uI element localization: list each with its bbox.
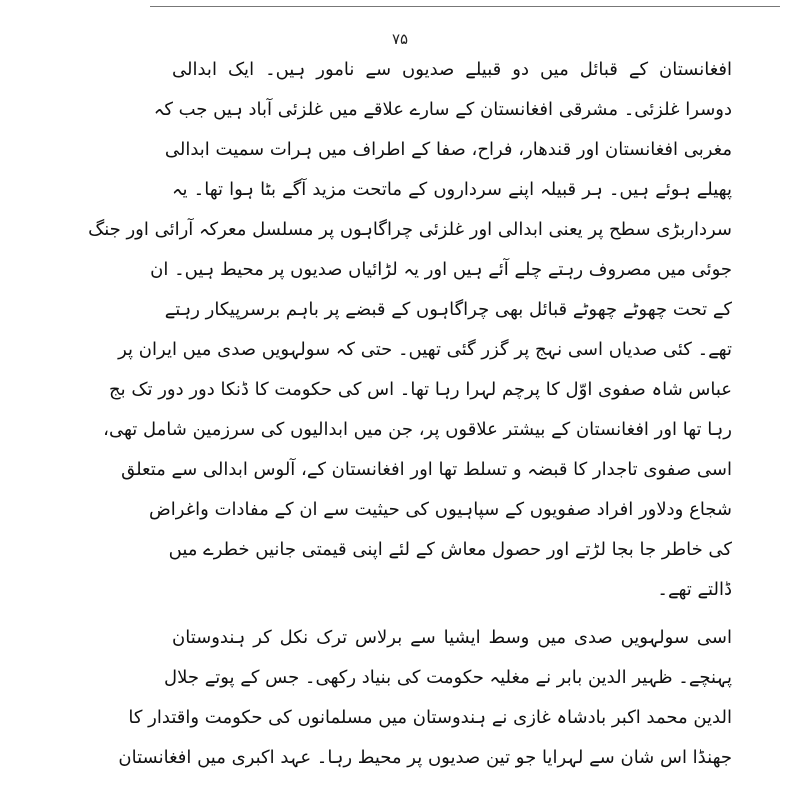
body-text [88, 50, 732, 778]
text-line: رہا تھا اور افغانستان کے بیشتر علاقوں پر، جن میں ابدالیوں کی سرزمین شامل تھی، [103, 419, 732, 440]
paragraph-gap [172, 610, 732, 618]
text-line: ڈالتے تھے۔ [657, 579, 732, 600]
text-line: کے تحت چھوٹے چھوٹے قبائل بھی چراگاہوں کے قبضے پر باہم برسرپیکار رہتے [164, 299, 732, 320]
page-number: ۷۵ [391, 30, 409, 48]
text-line: پھیلے ہوئے ہیں۔ ہر قبیلہ اپنے سرداروں کے ماتحت مزید آگے بٹا ہوا تھا۔ یہ [172, 179, 732, 200]
text-line: شجاع ودلاور افراد صفویوں کے سپاہیوں کی حیثیت سے ان کے مفادات واغراض [149, 499, 732, 520]
paragraph-2 [118, 618, 732, 778]
text-line: افغانستان کے قبائل میں دو قبیلے صدیوں سے نامور ہیں۔ ایک ابدالی [172, 59, 732, 80]
text-line: دوسرا غلزئی۔ مشرقی افغانستان کے سارے علاقے میں غلزئی آباد ہیں جب کہ [153, 99, 732, 120]
text-line: جھنڈا اس شان سے لہرایا جو تین صدیوں پر محیط رہا۔ عہد اکبری میں افغانستان [118, 747, 732, 768]
top-border-line [150, 6, 780, 7]
text-line: جوئی میں مصروف رہتے چلے آئے ہیں اور یہ لڑائیاں صدیوں پر محیط ہیں۔ ان [150, 259, 732, 280]
text-line: اسی صفوی تاجدار کا قبضہ و تسلط تھا اور افغانستان کے، آلوس ابدالی سے متعلق [121, 459, 732, 480]
text-line: اسی سولہویں صدی میں وسط ایشیا سے برلاس ترک نکل کر ہندوستان [172, 627, 732, 648]
text-line: پہنچے۔ ظہیر الدین بابر نے مغلیہ حکومت کی بنیاد رکھی۔ جس کے پوتے جلال [164, 667, 732, 688]
text-line: سرداربڑی سطح پر یعنی ابدالی اور غلزئی چراگاہوں پر مسلسل معرکہ آرائی اور جنگ [88, 219, 732, 240]
paragraph-1 [88, 50, 732, 610]
text-line: الدین محمد اکبر بادشاہ غازی نے ہندوستان میں مسلمانوں کی حکومت واقتدار کا [128, 707, 732, 728]
text-line: عباس شاہ صفوی اوّل کا پرچم لہرا رہا تھا۔ اس کی حکومت کا ڈنکا دور دور تک بج [109, 379, 732, 400]
text-line: کی خاطر جا بجا لڑتے اور حصول معاش کے لئے اپنی قیمتی جانیں خطرے میں [168, 539, 732, 560]
text-line: مغربی افغانستان اور قندھار، فراح، صفا کے اطراف میں ہرات سمیت ابدالی [164, 139, 732, 160]
text-line: تھے۔ کئی صدیاں اسی نہج پر گزر گئی تھیں۔ حتی کہ سولہویں صدی میں ایران پر [118, 339, 732, 360]
